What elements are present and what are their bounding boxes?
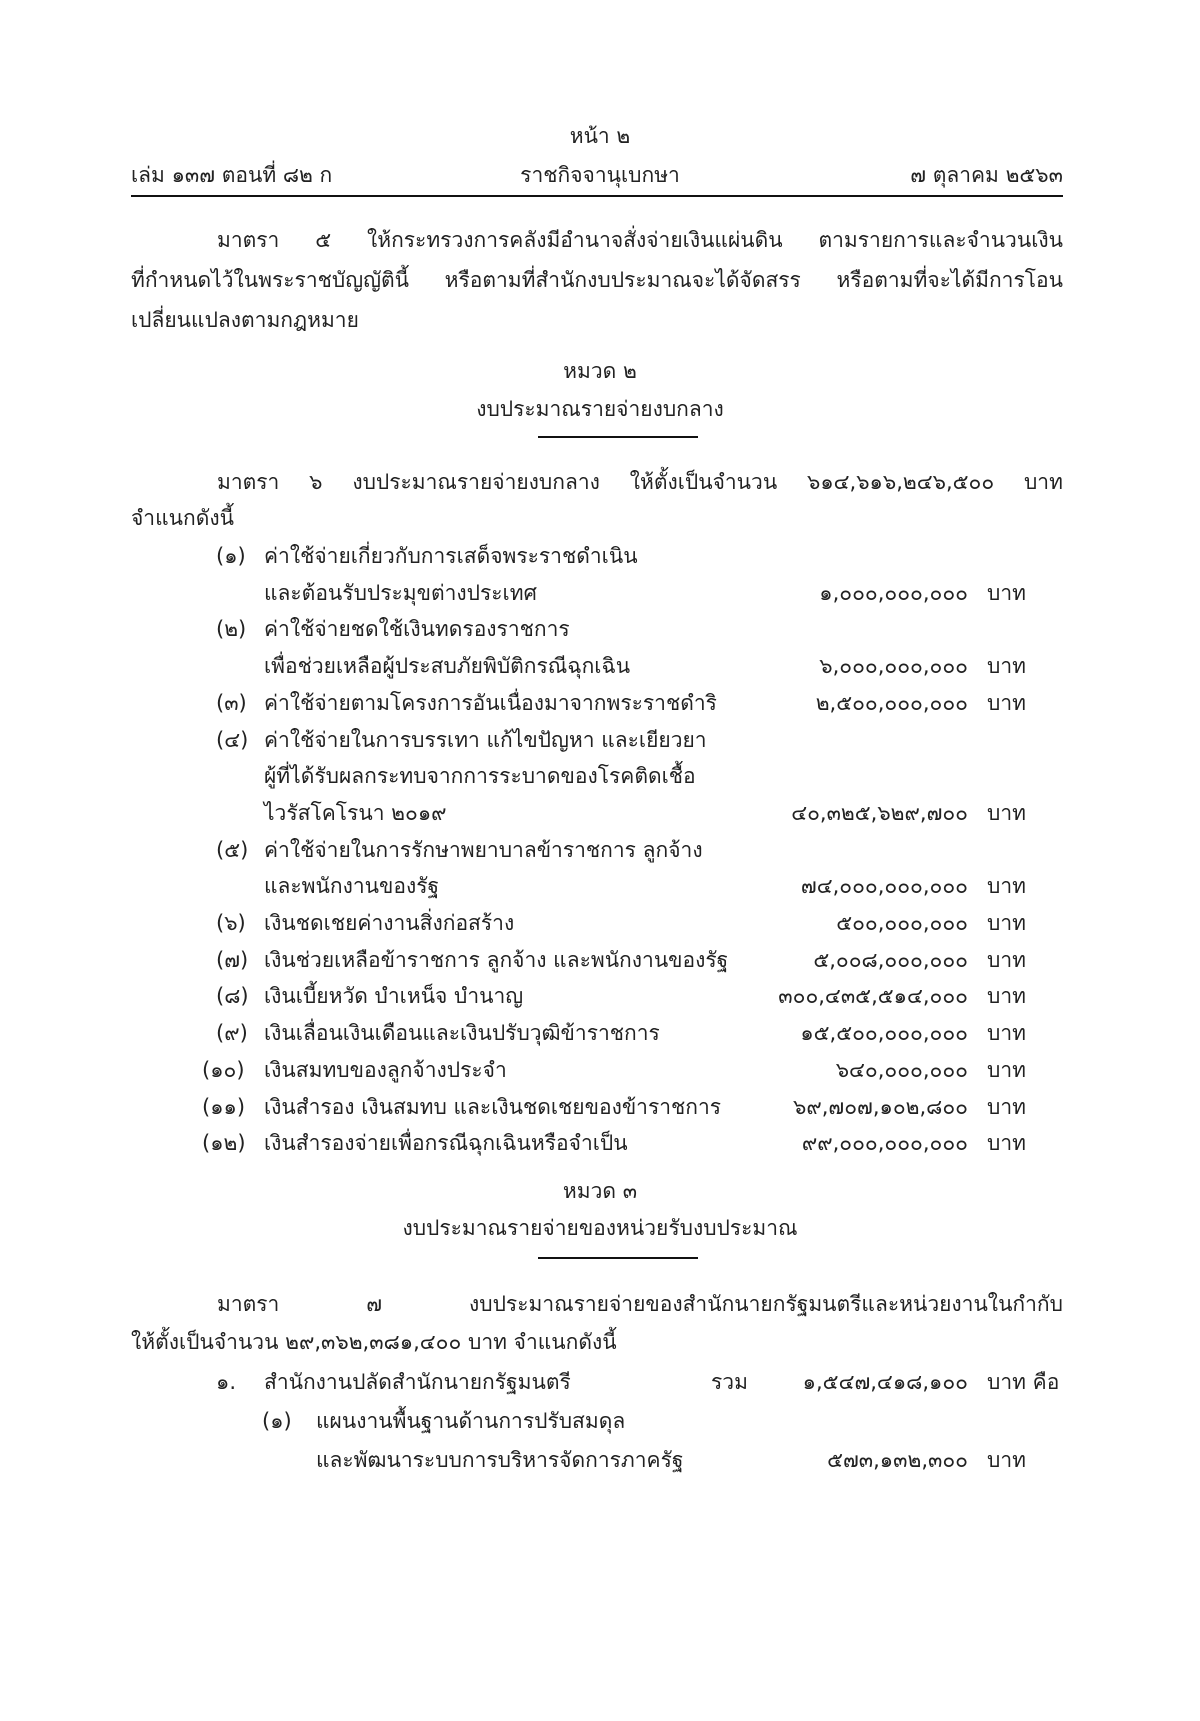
section7-line1 (131, 1289, 1063, 1319)
item-unit: บาท (987, 984, 1026, 1009)
item-unit: บาท (987, 1021, 1026, 1046)
sub1-line: และพัฒนาระบบการบริหารจัดการภาครัฐ (316, 1448, 684, 1472)
item-unit: บาท (987, 1057, 1026, 1082)
chapter3-heading: หมวด ๓ (562, 1179, 638, 1203)
item-amount: ๕๐๐,๐๐๐,๐๐๐ (836, 911, 968, 935)
text: งบประมาณรายจ่ายของสำนักนายกรัฐมนตรีและหน่วยงานในกำกับ (469, 1292, 1063, 1316)
item-text: เงินสำรองจ่ายเพื่อกรณีฉุกเฉินหรือจำเป็น (264, 1131, 628, 1156)
item-text: เงินช่วยเหลือข้าราชการ ลูกจ้าง และพนักงานของรัฐ (264, 947, 729, 972)
unit1-name: สำนักงานปลัดสำนักนายกรัฐมนตรี (264, 1370, 571, 1394)
item-amount: ๓๐๐,๔๓๕,๕๑๔,๐๐๐ (778, 984, 968, 1009)
section6-line1 (131, 467, 1063, 497)
section-label: มาตรา (217, 470, 280, 494)
item-number: (๑๒) (202, 1131, 246, 1156)
item-unit: บาท (987, 690, 1026, 715)
unit1-total-label: รวม (711, 1370, 748, 1394)
section5-line1 (131, 225, 1063, 255)
item-amount: ๖๙,๗๐๗,๑๐๒,๘๐๐ (793, 1094, 968, 1119)
text: ให้กระทรวงการคลังมีอำนาจสั่งจ่ายเงินแผ่นดิน (366, 228, 783, 252)
item-number: (๕) (216, 837, 249, 862)
chapter2-title: งบประมาณรายจ่ายงบกลาง (476, 397, 724, 421)
item-amount: ๕,๐๐๘,๐๐๐,๐๐๐ (813, 947, 968, 972)
unit1-number: ๑. (216, 1370, 237, 1394)
unit: บาท (1023, 470, 1063, 494)
item-unit: บาท (987, 1131, 1026, 1156)
item-text: เพื่อช่วยเหลือผู้ประสบภัยพิบัติกรณีฉุกเฉิน (264, 654, 631, 679)
item-text: และพนักงานของรัฐ (264, 874, 440, 899)
item-amount: ๗๔,๐๐๐,๐๐๐,๐๐๐ (800, 874, 968, 899)
item-amount: ๙๙,๐๐๐,๐๐๐,๐๐๐ (801, 1131, 968, 1156)
page-number: หน้า ๒ (569, 124, 631, 148)
chapter3-rule (538, 1257, 698, 1259)
item-unit: บาท (987, 800, 1026, 825)
item-text: ผู้ที่ได้รับผลกระทบจากการระบาดของโรคติดเชื้อ (264, 764, 696, 789)
item-number: (๘) (216, 984, 249, 1009)
item-amount: ๒,๕๐๐,๐๐๐,๐๐๐ (815, 690, 968, 715)
section5-line2 (131, 265, 1063, 295)
text: หรือตามที่สำนักงบประมาณจะได้จัดสรร (444, 268, 801, 292)
header-rule (131, 195, 1063, 197)
sub1-unit: บาท (987, 1448, 1026, 1472)
section5-line3: เปลี่ยนแปลงตามกฎหมาย (131, 308, 359, 332)
section-number: ๕ (315, 228, 332, 252)
item-text: เงินชดเชยค่างานสิ่งก่อสร้าง (264, 911, 515, 935)
sub1-amount: ๕๗๓,๑๓๒,๓๐๐ (827, 1448, 968, 1472)
item-text: เงินเลื่อนเงินเดือนและเงินปรับวุฒิข้าราชการ (264, 1021, 660, 1046)
item-number: (๑๐) (202, 1057, 245, 1082)
text: งบประมาณรายจ่ายงบกลาง (352, 470, 600, 494)
item-text: ค่าใช้จ่ายตามโครงการอันเนื่องมาจากพระราชดำริ (264, 690, 717, 715)
item-text: ค่าใช้จ่ายในการบรรเทา แก้ไขปัญหา และเยียวยา (264, 727, 707, 752)
section-number: ๗ (366, 1292, 383, 1316)
item-unit: บาท (987, 911, 1026, 935)
item-text: และต้อนรับประมุขต่างประเทศ (264, 580, 537, 605)
section7-line2: ให้ตั้งเป็นจำนวน ๒๙,๓๖๒,๓๘๑,๔๐๐ บาท จำแนกดังนี้ (131, 1330, 617, 1354)
item-number: (๖) (216, 911, 246, 935)
item-amount: ๖๔๐,๐๐๐,๐๐๐ (835, 1057, 968, 1082)
publication-title: ราชกิจจานุเบกษา (520, 163, 680, 187)
chapter3-title: งบประมาณรายจ่ายของหน่วยรับงบประมาณ (402, 1216, 798, 1240)
item-number: (๙) (216, 1021, 248, 1046)
total-amount: ๖๑๔,๖๑๖,๒๔๖,๕๐๐ (806, 470, 995, 494)
section-label: มาตรา (217, 1292, 280, 1316)
item-unit: บาท (987, 654, 1026, 679)
text: ให้ตั้งเป็นจำนวน (629, 470, 778, 494)
item-text: เงินเบี้ยหวัด บำเหน็จ บำนาญ (264, 984, 524, 1009)
sub1-line: แผนงานพื้นฐานด้านการปรับสมดุล (316, 1409, 626, 1433)
item-text: ค่าใช้จ่ายในการรักษาพยาบาลข้าราชการ ลูกจ้าง (264, 837, 703, 862)
item-text: เงินสำรอง เงินสมทบ และเงินชดเชยของข้าราชการ (264, 1094, 722, 1119)
unit1-unit: บาท คือ (987, 1370, 1060, 1394)
section6-line2: จำแนกดังนี้ (131, 506, 234, 530)
item-number: (๒) (216, 617, 247, 642)
sub1-number: (๑) (262, 1409, 292, 1433)
publication-date: ๗ ตุลาคม ๒๕๖๓ (910, 163, 1063, 187)
item-amount: ๖,๐๐๐,๐๐๐,๐๐๐ (819, 654, 968, 679)
text: ที่กำหนดไว้ในพระราชบัญญัตินี้ (131, 268, 409, 292)
item-text: ไวรัสโคโรนา ๒๐๑๙ (264, 800, 447, 825)
item-amount: ๑๕,๕๐๐,๐๐๐,๐๐๐ (800, 1021, 968, 1046)
section-label: มาตรา (217, 228, 280, 252)
item-unit: บาท (987, 947, 1026, 972)
chapter2-rule (538, 436, 698, 438)
item-text: เงินสมทบของลูกจ้างประจำ (264, 1057, 507, 1082)
item-amount: ๔๐,๓๒๕,๖๒๙,๗๐๐ (791, 800, 968, 825)
item-number: (๓) (216, 690, 247, 715)
item-number: (๑) (216, 544, 246, 568)
unit1-amount: ๑,๕๔๗,๔๑๘,๑๐๐ (802, 1370, 968, 1394)
item-unit: บาท (987, 580, 1026, 605)
item-number: (๔) (216, 727, 249, 752)
text: หรือตามที่จะได้มีการโอน (836, 268, 1063, 292)
item-text: ค่าใช้จ่ายเกี่ยวกับการเสด็จพระราชดำเนิน (264, 544, 638, 568)
text: ตามรายการและจำนวนเงิน (818, 228, 1063, 252)
item-amount: ๑,๐๐๐,๐๐๐,๐๐๐ (819, 580, 968, 605)
item-text: ค่าใช้จ่ายชดใช้เงินทดรองราชการ (264, 617, 570, 642)
item-unit: บาท (987, 1094, 1026, 1119)
item-number: (๑๑) (202, 1094, 246, 1119)
volume-issue: เล่ม ๑๓๗ ตอนที่ ๘๒ ก (131, 163, 333, 187)
chapter2-heading: หมวด ๒ (563, 359, 637, 383)
item-unit: บาท (987, 874, 1026, 899)
item-number: (๗) (216, 947, 249, 972)
section-number: ๖ (309, 470, 323, 494)
